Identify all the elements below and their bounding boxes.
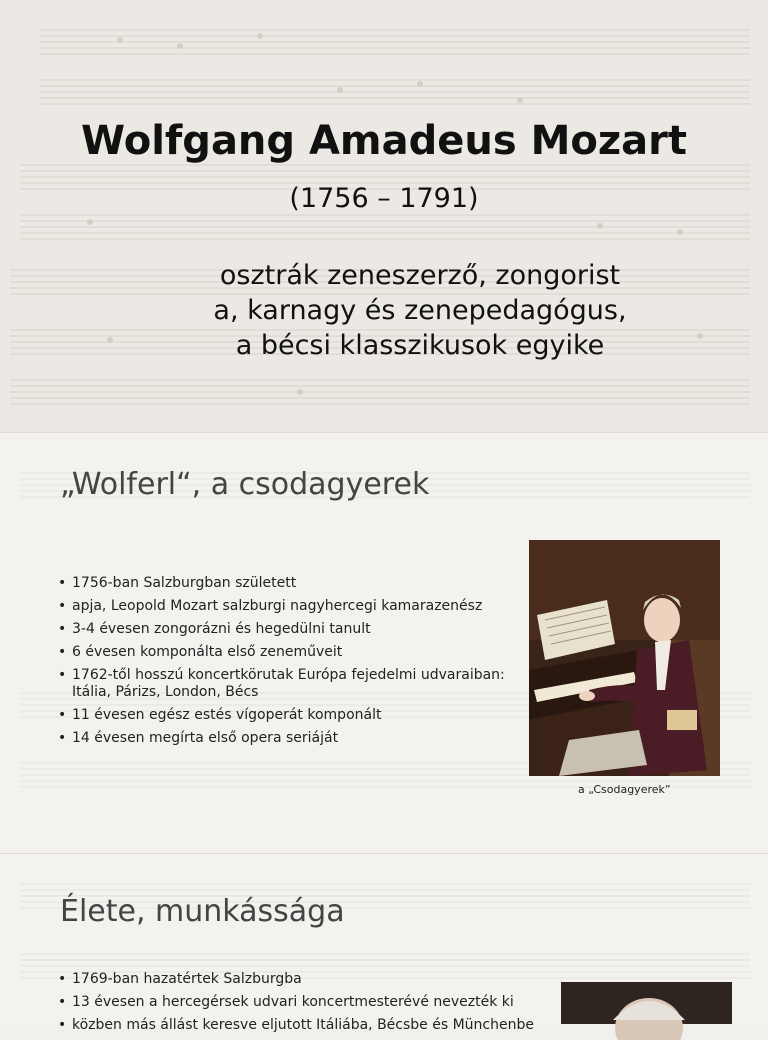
subtitle-description bbox=[160, 258, 680, 363]
list-item: • 1762-től hosszú koncertkörutak Európa fejedelmi udvaraiban: Itália, Párizs, London, Bécs bbox=[58, 667, 518, 701]
image-caption: a „Csodagyerek” bbox=[578, 783, 671, 796]
section-heading: Élete, munkássága bbox=[60, 894, 345, 929]
list-item: • apja, Leopold Mozart salzburgi nagyhercegi kamarazenész bbox=[58, 598, 518, 615]
mozart-child-portrait bbox=[529, 540, 720, 776]
mozart-adult-portrait bbox=[561, 982, 732, 1024]
list-item: • 14 évesen megírta első opera seriáját bbox=[58, 730, 518, 747]
child-prodigy-slide bbox=[0, 433, 768, 853]
page-title: Wolfgang Amadeus Mozart bbox=[81, 118, 687, 164]
list-item: • 3-4 évesen zongorázni és hegedülni tanult bbox=[58, 621, 518, 638]
description-line: osztrák zeneszerző, zongorist bbox=[219, 260, 621, 291]
section-heading: „Wolferl“, a csodagyerek bbox=[60, 467, 430, 502]
title-slide bbox=[0, 0, 768, 432]
bullet-list bbox=[58, 971, 558, 1040]
life-work-slide bbox=[0, 854, 768, 1033]
bullet-list bbox=[58, 575, 518, 753]
list-item: • 11 évesen egész estés vígoperát komponált bbox=[58, 707, 518, 724]
list-item: • 1769-ban hazatértek Salzburgba bbox=[58, 971, 558, 988]
list-item: • 1756-ban Salzburgban született bbox=[58, 575, 518, 592]
music-manuscript-background bbox=[0, 0, 768, 432]
description-line: a, karnagy és zenepedagógus, bbox=[213, 295, 627, 326]
list-item: • közben más állást keresve eljutott Itáliába, Bécsbe és Münchenbe bbox=[58, 1017, 558, 1034]
life-years: (1756 – 1791) bbox=[289, 183, 479, 214]
list-item: • 13 évesen a hercegérsek udvari koncertmesterévé nevezték ki bbox=[58, 994, 558, 1011]
list-item: • 6 évesen komponálta első zeneműveit bbox=[58, 644, 518, 661]
description-line: a bécsi klasszikusok egyike bbox=[235, 330, 605, 361]
